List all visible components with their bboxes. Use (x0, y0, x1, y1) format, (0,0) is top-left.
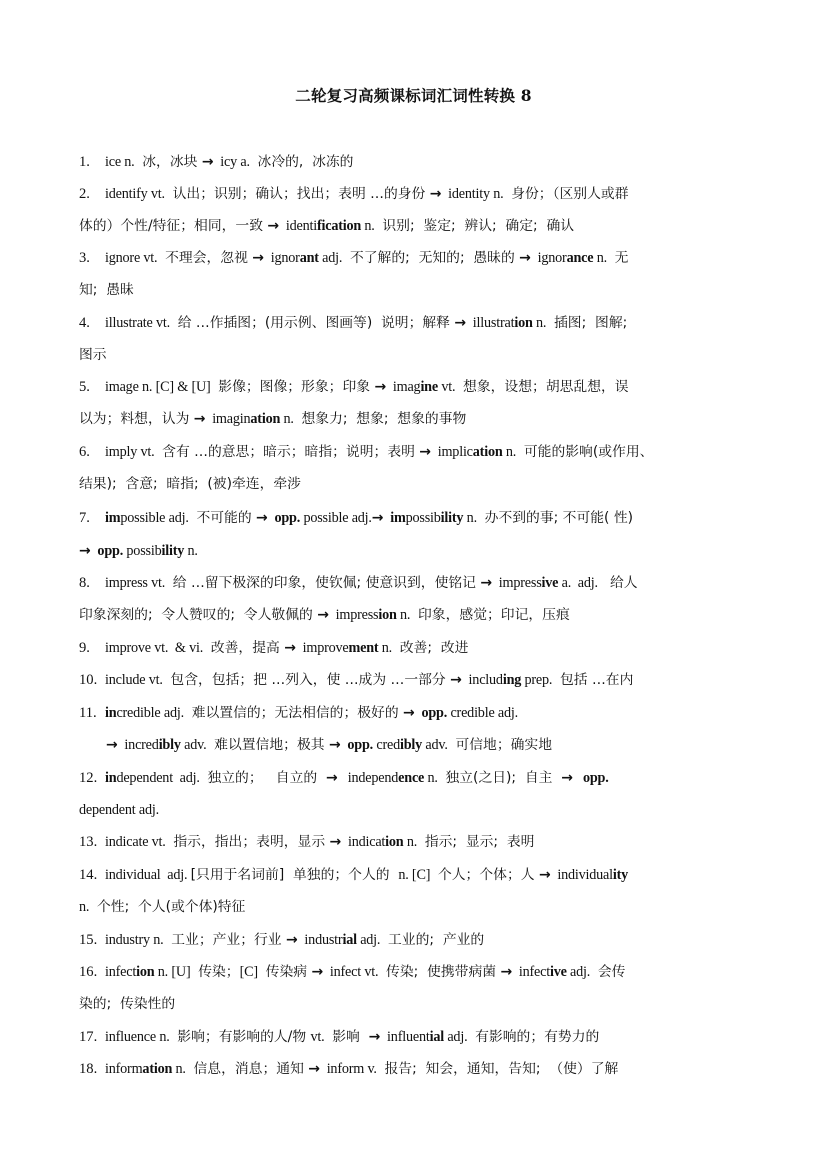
entry-word: dependent adj. (79, 802, 159, 818)
entry-word: include vt. (105, 672, 167, 688)
entry-word: adv. (180, 737, 210, 753)
entry-definition: 独立(之日); 自主 (441, 770, 562, 786)
entry-suffix-bold: ion (514, 315, 533, 331)
entry-word: identi (279, 218, 317, 234)
entry-suffix-bold: ion (385, 834, 404, 850)
entry-word: implic (431, 444, 473, 460)
arrow-right-icon: → (252, 250, 265, 266)
entry-word: icy a. (213, 154, 254, 170)
entry-word: n. (502, 444, 520, 460)
entry-word: adj. (443, 1029, 471, 1045)
arrow-right-icon: → (256, 510, 268, 526)
entry-suffix-bold: ence (398, 770, 425, 786)
entry-suffix-bold: ial (342, 932, 357, 948)
entry-line (79, 505, 633, 531)
entry-word: imply vt. (105, 444, 158, 460)
entry-suffix-bold: ment (348, 640, 379, 656)
entry-word: impress (492, 575, 542, 591)
entry-line (79, 406, 466, 432)
entry-word: vt. (310, 1029, 328, 1045)
entry-word: inform (105, 1061, 143, 1077)
entry-number: 12. (79, 770, 98, 786)
entry-word: n. (463, 510, 481, 526)
entry-word: n. [C] (398, 867, 434, 883)
entry-line (79, 927, 484, 953)
entry-word: industry n. (105, 932, 167, 948)
entry-suffix-bold: ion (378, 607, 397, 623)
entry-suffix-bold: ility (161, 543, 185, 559)
entry-word: ignor (530, 250, 567, 266)
arrow-right-icon: → (311, 964, 324, 980)
entry-word: credible adj. (116, 705, 188, 721)
entry-definition: 影像；图像；形象；印象 (213, 379, 375, 395)
entry-number: 15. (79, 932, 98, 948)
entry-suffix-bold: ity (612, 867, 629, 883)
entry-line (79, 862, 628, 888)
entry-line (79, 894, 245, 920)
entry-word: influence n. (105, 1029, 173, 1045)
entry-definition: 信息，消息；通知 (189, 1061, 309, 1077)
entry-line (79, 471, 301, 497)
arrow-right-icon: → (267, 218, 280, 234)
entry-line (79, 538, 198, 564)
entry-definition: 工业；产业；行业 (166, 932, 286, 948)
entry-definition: 给人 (601, 575, 638, 591)
entry-word: dependent adj. (116, 770, 204, 786)
entry-suffix-bold: ant (299, 250, 319, 266)
entry-definition: 不可能的 (192, 510, 257, 526)
arrow-right-icon: → (328, 737, 341, 753)
entry-number: 11. (79, 705, 97, 721)
entry-word: incred (117, 737, 159, 753)
arrow-right-icon: → (403, 705, 415, 721)
entry-line (79, 991, 175, 1017)
arrow-right-icon: → (286, 932, 298, 948)
entry-word: impress vt. (105, 575, 169, 591)
entry-definition: 改善; 改进 (395, 640, 469, 656)
entry-word: impress (328, 607, 379, 623)
entry-word: improve (295, 640, 349, 656)
entry-definition: 工业的; 产业的 (383, 932, 485, 948)
entry-word: n. (403, 834, 421, 850)
entry-line (79, 700, 518, 726)
entry-line (79, 149, 353, 175)
entry-number: 18. (79, 1061, 98, 1077)
entry-word: n. (172, 1061, 190, 1077)
entry-line (79, 439, 653, 465)
entry-definition: 影响 (327, 1029, 369, 1045)
entry-word: possib (123, 543, 162, 559)
entry-definition: 以为；料想，认为 (79, 411, 194, 427)
entry-definition: 体的）个性/特征；相同，一致 (79, 218, 268, 234)
entry-definition: 冰，冰块 (137, 154, 202, 170)
entry-word: n. (79, 899, 93, 915)
entry-suffix-bold: in (105, 770, 117, 786)
entry-suffix-bold: opp. (572, 770, 609, 786)
entry-definition: 办不到的事; 不可能( 性) (480, 510, 634, 526)
entry-line (79, 374, 629, 400)
entry-number: 10. (79, 672, 98, 688)
entry-line (79, 570, 638, 596)
entry-definition: 印象，感觉；印记，压痕 (413, 607, 570, 623)
entry-suffix-bold: ion (136, 964, 155, 980)
entry-word: infect (105, 964, 137, 980)
entry-suffix-bold: opp. (90, 543, 124, 559)
entry-word: illustrat (466, 315, 515, 331)
entry-word: imagin (205, 411, 251, 427)
entry-number: 2. (79, 186, 90, 202)
arrow-right-icon: → (325, 770, 338, 786)
entry-word: n. (532, 315, 550, 331)
entry-word: ignor (264, 250, 300, 266)
entry-suffix-bold: ance (566, 250, 594, 266)
page-title: 二轮复习高频课标词汇词性转换 8 (295, 86, 532, 105)
entry-line (79, 635, 468, 661)
entry-definition: 不理会，忽视 (160, 250, 253, 266)
arrow-right-icon: → (201, 154, 214, 170)
entry-number: 4. (79, 315, 90, 331)
entry-word: [C] (239, 964, 262, 980)
arrow-right-icon: → (284, 640, 296, 656)
entry-word: n. [U] (154, 964, 194, 980)
arrow-right-icon: → (419, 444, 432, 460)
entry-line (79, 245, 628, 271)
entry-definition: 染的; 传染性的 (79, 996, 176, 1012)
entry-definition: [只用于名词前] 单独的；个人的 (190, 867, 399, 883)
entry-definition: 改善，提高 (206, 640, 285, 656)
entry-word: possib (405, 510, 441, 526)
entry-word: image n. [C] & [U] (105, 379, 214, 395)
arrow-right-icon: → (79, 543, 91, 559)
entry-number: 9. (79, 640, 90, 656)
entry-number: 13. (79, 834, 98, 850)
entry-line (79, 181, 629, 207)
entry-suffix-bold: ive (549, 964, 567, 980)
entry-word: inform v. (320, 1061, 381, 1077)
entry-suffix-bold: opp. (267, 510, 301, 526)
entry-word: adj. (566, 964, 594, 980)
entry-word: n. (184, 543, 198, 559)
entry-suffix-bold: ibly (158, 737, 181, 753)
entry-suffix-bold: ive (541, 575, 559, 591)
arrow-right-icon: → (561, 770, 573, 786)
entry-word: possible adj. (120, 510, 193, 526)
entry-definition: 印象深刻的; 令人赞叹的; 令人敬佩的 (79, 607, 318, 623)
entry-suffix-bold: ing (502, 672, 522, 688)
entry-word: n. (593, 250, 611, 266)
entry-suffix-bold: ation (472, 444, 503, 460)
arrow-right-icon: → (106, 737, 118, 753)
entry-word: indicat (341, 834, 386, 850)
entry-line (79, 310, 627, 336)
arrow-right-icon: → (308, 1061, 320, 1077)
entry-definition: 有影响的；有势力的 (470, 1029, 600, 1045)
entry-line (79, 829, 534, 855)
entry-definition: 独立的； 自立的 (203, 770, 326, 786)
entry-line (79, 277, 134, 303)
entry-number: 6. (79, 444, 90, 460)
entry-word: independ (337, 770, 399, 786)
entry-line (79, 602, 570, 628)
entry-definition: 给 …留下极深的印象，使钦佩; 使意识到，使铭记 (168, 575, 481, 591)
entry-suffix-bold: fication (316, 218, 362, 234)
entry-word: ice n. (105, 154, 138, 170)
entry-suffix-bold: im (390, 510, 406, 526)
entry-word: identity n. (441, 186, 507, 202)
entry-definition: 含有 …的意思；暗示；暗指；说明；表明 (157, 444, 420, 460)
entry-definition: 包含，包括；把 …列入，使 …成为 …一部分 (166, 672, 451, 688)
entry-definition: 难以置信的；无法相信的；极好的 (187, 705, 404, 721)
entry-line (79, 1056, 618, 1082)
arrow-right-icon: → (480, 575, 493, 591)
entry-definition: 身份；（区别人或群 (506, 186, 629, 202)
entry-definition: 插图; 图解; (549, 315, 628, 331)
entry-definition: 可能的影响(或作用、 (519, 444, 654, 460)
entry-word: ignore vt. (105, 250, 161, 266)
entry-word: n. (424, 770, 442, 786)
entry-definition: 报告; 知会，通知，告知; （使）了解 (380, 1061, 619, 1077)
arrow-right-icon: → (450, 672, 462, 688)
entry-number: 5. (79, 379, 90, 395)
entry-definition: 不了解的; 无知的; 愚昧的 (345, 250, 520, 266)
entry-suffix-bold: ation (142, 1061, 173, 1077)
entry-definition: 无 (610, 250, 629, 266)
entry-word: prep. (521, 672, 556, 688)
entry-word: adj. (318, 250, 346, 266)
entry-word: vt. (437, 379, 459, 395)
entry-word: individual (550, 867, 613, 883)
entry-definition: 认出；识别；确认；找出；表明 …的身份 (168, 186, 430, 202)
entry-word: cred (373, 737, 400, 753)
entry-word: industr (297, 932, 343, 948)
entry-definition: 结果); 含意; 暗指; (被)牵连，牵涉 (79, 476, 301, 492)
arrow-right-icon: → (454, 315, 467, 331)
entry-word: improve vt. & vi. (105, 640, 207, 656)
entry-definition: 会传 (593, 964, 626, 980)
entry-definition: 传染; 使携带病菌 (381, 964, 501, 980)
entry-word: n. (280, 411, 298, 427)
entry-line (79, 797, 159, 823)
entry-line (79, 959, 625, 985)
entry-suffix-bold: im (105, 510, 121, 526)
entry-definition: 可信地；确实地 (451, 737, 553, 753)
entry-definition: 影响；有影响的人/物 (172, 1029, 311, 1045)
entry-word: includ (461, 672, 503, 688)
entry-word: individual adj. (105, 867, 191, 883)
entry-definition: 想象力; 想象; 想象的事物 (297, 411, 467, 427)
entry-line (79, 342, 107, 368)
entry-number: 14. (79, 867, 98, 883)
entry-line (79, 667, 633, 693)
entry-word: a. adj. (558, 575, 602, 591)
entry-word: illustrate vt. (105, 315, 174, 331)
entry-word: influent (380, 1029, 430, 1045)
arrow-right-icon: → (317, 607, 329, 623)
entry-word: adj. (356, 932, 384, 948)
entry-suffix-bold: ial (429, 1029, 444, 1045)
entry-definition: 冰冷的, 冰冻的 (253, 154, 354, 170)
entry-suffix-bold: ility (440, 510, 464, 526)
entry-suffix-bold: opp. (340, 737, 373, 753)
entry-suffix-bold: ibly (399, 737, 423, 753)
entry-definition: 难以置信地；极其 (209, 737, 329, 753)
entry-line (79, 765, 609, 791)
entry-suffix-bold: in (105, 705, 117, 721)
arrow-right-icon: → (374, 379, 387, 395)
entry-word: credible adj. (447, 705, 518, 721)
entry-definition: 指示; 显示; 表明 (420, 834, 535, 850)
entry-word: adv. (422, 737, 452, 753)
entry-suffix-bold: ation (250, 411, 281, 427)
entry-number: 1. (79, 154, 90, 170)
entry-word: infect (512, 964, 550, 980)
entry-number: 3. (79, 250, 90, 266)
entry-definition: 传染； (193, 964, 240, 980)
entry-number: 17. (79, 1029, 98, 1045)
arrow-right-icon: → (429, 186, 442, 202)
entry-definition: 传染病 (261, 964, 312, 980)
entry-number: 7. (79, 510, 90, 526)
entry-word: n. (378, 640, 396, 656)
entry-definition: 识别; 鉴定; 辨认; 确定; 确认 (378, 218, 575, 234)
arrow-right-icon: → (538, 867, 551, 883)
entry-definition: 知; 愚昧 (79, 282, 134, 298)
arrow-right-icon: → (193, 411, 206, 427)
entry-word: n. (361, 218, 378, 234)
arrow-right-icon: → (519, 250, 531, 266)
entry-word: indicate vt. (105, 834, 169, 850)
arrow-right-icon: → (368, 1029, 381, 1045)
arrow-right-icon: → (329, 834, 342, 850)
entry-line (79, 1024, 599, 1050)
entry-definition: 想象，设想；胡思乱想，误 (458, 379, 629, 395)
entry-definition: 个人；个体；人 (433, 867, 539, 883)
arrow-right-icon: → (371, 510, 384, 526)
entry-word: possible adj. (300, 510, 372, 526)
entry-number: 16. (79, 964, 98, 980)
entry-definition: 个性; 个人(或个体)特征 (92, 899, 246, 915)
entry-definition: 包括 …在内 (555, 672, 634, 688)
entry-suffix-bold: opp. (414, 705, 448, 721)
entry-word: infect vt. (323, 964, 382, 980)
entry-line (106, 732, 552, 758)
entry-word: identify vt. (105, 186, 169, 202)
entry-word: imag (386, 379, 421, 395)
entry-line (79, 213, 574, 239)
entry-definition: 图示 (79, 347, 107, 363)
entry-number: 8. (79, 575, 90, 591)
entry-suffix-bold: ine (420, 379, 438, 395)
entry-definition: 给 …作插图；(用示例、图画等) 说明；解释 (173, 315, 455, 331)
entry-definition: 指示，指出；表明，显示 (168, 834, 330, 850)
entry-word: n. (396, 607, 414, 623)
arrow-right-icon: → (500, 964, 513, 980)
